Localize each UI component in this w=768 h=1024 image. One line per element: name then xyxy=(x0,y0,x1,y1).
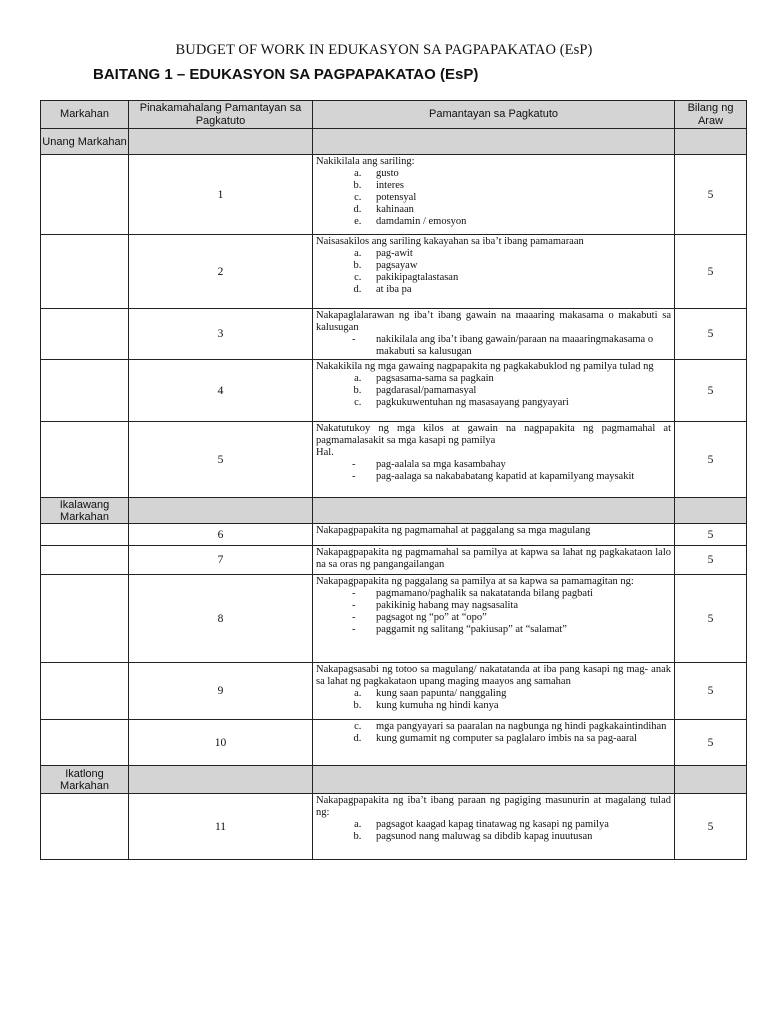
table-row xyxy=(41,360,747,422)
table-row xyxy=(41,546,747,575)
lettered-list xyxy=(316,721,671,745)
markahan-cell xyxy=(41,575,129,663)
learning-standard-text: Nakakikila ng mga gawaing nagpapakita ng pagkakabuklod ng pamilya tulad ng xyxy=(316,361,654,372)
learning-standard-cell xyxy=(313,422,675,498)
markahan-cell xyxy=(41,524,129,546)
quarter-empty-cell xyxy=(675,129,747,155)
quarter-row xyxy=(41,498,747,524)
quarter-empty-cell xyxy=(129,129,313,155)
list-item: a. pag-awit xyxy=(364,248,671,260)
grade-title: BAITANG 1 – EDUKASYON SA PAGPAPAKATAO (EsP) xyxy=(93,66,479,83)
learning-standard-cell xyxy=(313,360,675,422)
list-item: d. kahinaan xyxy=(364,204,671,216)
budget-of-work-table xyxy=(40,100,747,860)
number-of-days: 5 xyxy=(675,309,747,360)
competency-number: 10 xyxy=(129,720,313,766)
dash-list xyxy=(316,459,671,483)
markahan-cell xyxy=(41,720,129,766)
markahan-cell xyxy=(41,155,129,235)
learning-standard-text: Nakatutukoy ng mga kilos at gawain na nagpapakita ng pagmamahal at pagmamalasakit sa mga kasapi ng pamilya xyxy=(316,423,671,446)
lettered-list xyxy=(316,688,671,712)
list-item: - pag-aalala sa mga kasambahay xyxy=(364,459,671,471)
table-row xyxy=(41,422,747,498)
table-body xyxy=(41,129,747,860)
list-item: b. pagsunod nang maluwag sa dibdib kapag inuutusan xyxy=(364,831,671,843)
document-title: BUDGET OF WORK IN EDUKASYON SA PAGPAPAKATAO (EsP) xyxy=(175,42,593,58)
competency-number: 1 xyxy=(129,155,313,235)
list-item: a. pagsagot kaagad kapag tinatawag ng kasapi ng pamilya xyxy=(364,819,671,831)
learning-standard-cell xyxy=(313,575,675,663)
list-item: - pagsagot ng “po” at “opo” xyxy=(364,612,671,624)
quarter-label: Ikalawang Markahan xyxy=(41,498,129,524)
table-row xyxy=(41,155,747,235)
quarter-label: Unang Markahan xyxy=(41,129,129,155)
quarter-empty-cell xyxy=(129,498,313,524)
number-of-days: 5 xyxy=(675,663,747,720)
quarter-empty-cell xyxy=(313,129,675,155)
list-item: a. kung saan papunta/ nanggaling xyxy=(364,688,671,700)
lettered-list xyxy=(316,248,671,296)
list-item: b. pagsayaw xyxy=(364,260,671,272)
markahan-cell xyxy=(41,422,129,498)
number-of-days: 5 xyxy=(675,360,747,422)
lettered-list xyxy=(316,168,671,228)
number-of-days: 5 xyxy=(675,235,747,309)
table-row xyxy=(41,524,747,546)
learning-standard-text: Nakapagsasabi ng totoo sa magulang/ nakatatanda at iba pang kasapi ng mag- anak sa lahat ng pagkakataon upang maging maayos ang samahan xyxy=(316,664,671,687)
lettered-list xyxy=(316,373,671,409)
table-row xyxy=(41,235,747,309)
quarter-empty-cell xyxy=(675,766,747,794)
competency-number: 3 xyxy=(129,309,313,360)
competency-number: 4 xyxy=(129,360,313,422)
learning-standard-cell xyxy=(313,663,675,720)
quarter-label: Ikatlong Markahan xyxy=(41,766,129,794)
markahan-cell xyxy=(41,235,129,309)
competency-number: 7 xyxy=(129,546,313,575)
number-of-days: 5 xyxy=(675,794,747,860)
quarter-row xyxy=(41,766,747,794)
number-of-days: 5 xyxy=(675,575,747,663)
learning-standard-text: Nakapagpapakita ng pagmamahal at paggalang sa mga magulang xyxy=(316,525,591,536)
header-pinakamahalang: Pinakamahalang Pamantayan sa Pagkatuto xyxy=(129,101,313,129)
markahan-cell xyxy=(41,794,129,860)
learning-standard-text: Nakapaglalarawan ng iba’t ibang gawain na maaaring makasama o makabuti sa kalusugan xyxy=(316,310,671,333)
list-item: a. gusto xyxy=(364,168,671,180)
list-item: - pag-aalaga sa nakababatang kapatid at kapamilyang maysakit xyxy=(364,471,671,483)
number-of-days: 5 xyxy=(675,422,747,498)
learning-standard-cell xyxy=(313,235,675,309)
markahan-cell xyxy=(41,309,129,360)
list-item: c. potensyal xyxy=(364,192,671,204)
learning-standard-text: Naisasakilos ang sariling kakayahan sa iba’t ibang pamamaraan xyxy=(316,236,584,247)
number-of-days: 5 xyxy=(675,720,747,766)
header-pamantayan: Pamantayan sa Pagkatuto xyxy=(313,101,675,129)
learning-standard-cell xyxy=(313,155,675,235)
competency-number: 9 xyxy=(129,663,313,720)
competency-number: 8 xyxy=(129,575,313,663)
quarter-empty-cell xyxy=(129,766,313,794)
list-item: - nakikilala ang iba’t ibang gawain/paraan na maaaringmakasama o makabuti sa kalusugan xyxy=(364,334,671,358)
competency-number: 5 xyxy=(129,422,313,498)
competency-number: 11 xyxy=(129,794,313,860)
list-item: e. damdamin / emosyon xyxy=(364,216,671,228)
table-row xyxy=(41,309,747,360)
learning-standard-cell xyxy=(313,720,675,766)
quarter-empty-cell xyxy=(313,766,675,794)
number-of-days: 5 xyxy=(675,524,747,546)
list-item: - pagmamano/paghalik sa nakatatanda bilang pagbati xyxy=(364,588,671,600)
list-item: - paggamit ng salitang “pakiusap” at “salamat” xyxy=(364,624,671,636)
number-of-days: 5 xyxy=(675,155,747,235)
learning-standard-cell xyxy=(313,309,675,360)
learning-standard-text: Nakikilala ang sariling: xyxy=(316,156,415,167)
competency-number: 2 xyxy=(129,235,313,309)
list-item: b. kung kumuha ng hindi kanya xyxy=(364,700,671,712)
learning-standard-cell xyxy=(313,794,675,860)
markahan-cell xyxy=(41,663,129,720)
markahan-cell xyxy=(41,360,129,422)
table-row xyxy=(41,663,747,720)
list-item: b. interes xyxy=(364,180,671,192)
lettered-list xyxy=(316,819,671,843)
learning-standard-text: Nakapagpapakita ng pagmamahal sa pamilya at kapwa sa lahat ng pagkakataon lalo na sa oras ng pangangailangan xyxy=(316,547,671,570)
list-item: d. at iba pa xyxy=(364,284,671,296)
list-item: c. pagkukuwentuhan ng masasayang pangyayari xyxy=(364,397,671,409)
learning-standard-text: Nakapagpapakita ng paggalang sa pamilya at sa kapwa sa pamamagitan ng: xyxy=(316,576,634,587)
quarter-row xyxy=(41,129,747,155)
learning-standard-text: Nakapagpapakita ng iba’t ibang paraan ng pagiging masunurin at magalang tulad ng: xyxy=(316,795,671,818)
list-item: - pakikinig habang may nagsasalita xyxy=(364,600,671,612)
list-item: c. pakikipagtalastasan xyxy=(364,272,671,284)
markahan-cell xyxy=(41,546,129,575)
dash-list xyxy=(316,334,671,358)
list-item: b. pagdarasal/pamamasyal xyxy=(364,385,671,397)
table-header-row xyxy=(41,101,747,129)
table-row xyxy=(41,575,747,663)
header-markahan: Markahan xyxy=(41,101,129,129)
list-item: a. pagsasama-sama sa pagkain xyxy=(364,373,671,385)
example-note: Hal. xyxy=(316,447,334,458)
table-row xyxy=(41,720,747,766)
quarter-empty-cell xyxy=(675,498,747,524)
table-row xyxy=(41,794,747,860)
list-item: d. kung gumamit ng computer sa paglalaro imbis na sa pag-aaral xyxy=(364,733,671,745)
header-bilang-ng-araw: Bilang ng Araw xyxy=(675,101,747,129)
number-of-days: 5 xyxy=(675,546,747,575)
learning-standard-cell xyxy=(313,524,675,546)
list-item: c. mga pangyayari sa paaralan na nagbunga ng hindi pagkakaintindihan xyxy=(364,721,671,733)
dash-list xyxy=(316,588,671,636)
quarter-empty-cell xyxy=(313,498,675,524)
competency-number: 6 xyxy=(129,524,313,546)
learning-standard-cell xyxy=(313,546,675,575)
